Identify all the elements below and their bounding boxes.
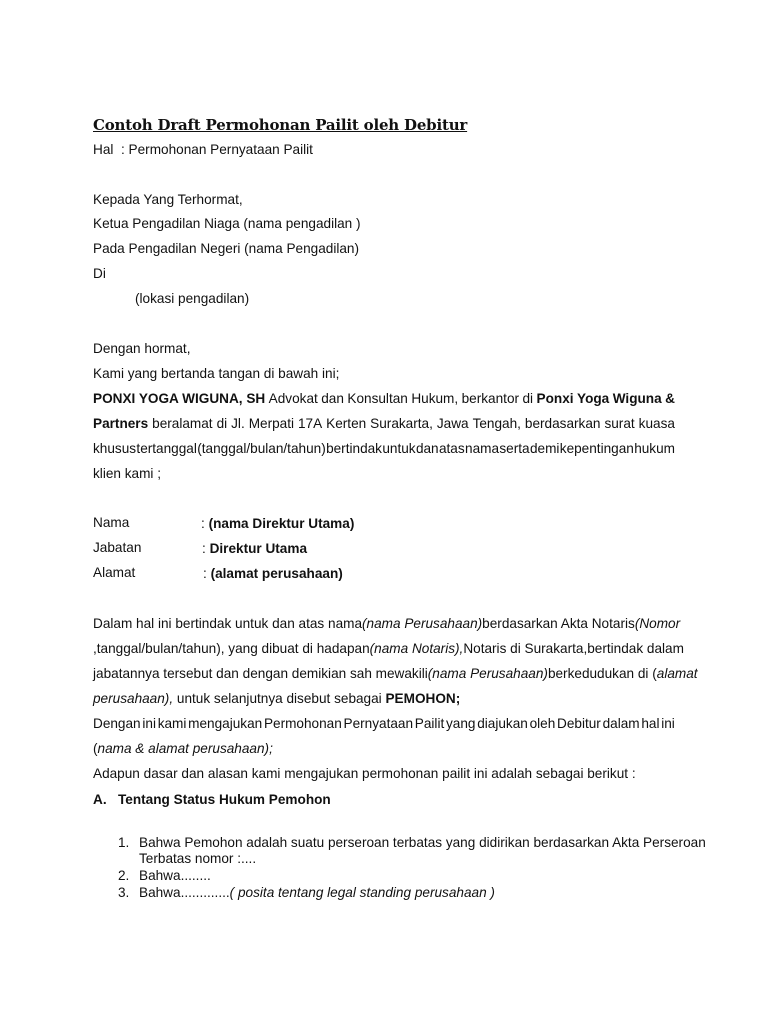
para2-line-2: ,tanggal/bulan/tahun), yang dibuat di hadapan (nama Notaris), Notaris di Surakarta, bertindak dalam <box>93 641 684 656</box>
address-line-3: Di <box>93 266 106 281</box>
section-a-marker: A. <box>93 792 107 807</box>
address-line-1: Ketua Pengadilan Niaga (nama pengadilan ) <box>93 216 361 231</box>
alamat-label: Alamat <box>93 565 136 580</box>
nama-label: Nama <box>93 515 130 530</box>
section-a-title: Tentang Status Hukum Pemohon <box>118 792 331 807</box>
jabatan-label: Jabatan <box>93 540 142 555</box>
salutation: Dengan hormat, <box>93 341 191 356</box>
list-item-3-text: Bahwa.............( posita tentang legal standing perusahaan ) <box>139 885 495 900</box>
alamat-row-value: : (alamat perusahaan) <box>203 566 343 581</box>
address-greeting: Kepada Yang Terhormat, <box>93 192 243 207</box>
para4: Adapun dasar dan alasan kami mengajukan permohonan pailit ini adalah sebagai berikut : <box>93 766 636 781</box>
para1-line-1: PONXI YOGA WIGUNA, SH Advokat dan Konsultan Hukum, berkantor di Ponxi Yoga Wiguna & <box>93 391 675 406</box>
para3-line-2: (nama & alamat perusahaan); <box>93 741 273 756</box>
para2-line-4: perusahaan), untuk selanjutnya disebut sebagai PEMOHON; <box>93 691 461 706</box>
para2-line-3: jabatannya tersebut dan dengan demikian sah mewakili (nama Perusahaan) berkedudukan di (alamat <box>93 666 698 681</box>
alamat-value: (alamat perusahaan) <box>210 566 343 581</box>
section-a-heading <box>93 792 331 807</box>
list-item-1-cont: Terbatas nomor :.... <box>139 851 257 866</box>
subject-label: Hal <box>93 142 114 157</box>
para3-line-1: Dengan ini kami mengajukan Permohonan Pernyataan Pailit yang diajukan oleh Debitur dalam hal ini <box>93 716 675 731</box>
address-line-2: Pada Pengadilan Negeri (nama Pengadilan) <box>93 241 360 256</box>
advocate-name: PONXI YOGA WIGUNA, SH <box>93 391 266 406</box>
list-item-1-text: Bahwa Pemohon adalah suatu perseroan terbatas yang didirikan berdasarkan Akta Perseroan <box>139 835 706 850</box>
document-title: Contoh Draft Permohonan Pailit oleh Debitur <box>93 116 468 134</box>
list-item-2-number: 2. <box>118 868 130 883</box>
address-line-4: (lokasi pengadilan) <box>135 291 250 306</box>
list-item-2-text: Bahwa........ <box>139 868 211 883</box>
pemohon-term: PEMOHON; <box>385 691 461 706</box>
jabatan-row-value: : Direktur Utama <box>202 541 308 556</box>
subject-value: : Permohonan Pernyataan Pailit <box>121 142 313 157</box>
para1-line-4: klien kami ; <box>93 466 161 481</box>
para1-line-3: khusus tertanggal (tanggal/bulan/tahun) bertindak untuk dan atas nama serta demi kepentingan hukum <box>93 441 675 456</box>
list-item-1-number: 1. <box>118 835 130 850</box>
nama-value: (nama Direktur Utama) <box>208 516 355 531</box>
nama-row-value: : (nama Direktur Utama) <box>201 516 355 531</box>
intro-line: Kami yang bertanda tangan di bawah ini; <box>93 366 340 381</box>
jabatan-value: Direktur Utama <box>209 541 308 556</box>
para2-line-1: Dalam hal ini bertindak untuk dan atas nama (nama Perusahaan) berdasarkan Akta Notaris (Nomor <box>93 616 681 631</box>
list-item-3-number: 3. <box>118 885 130 900</box>
para1-line-2: Partners beralamat di Jl. Merpati 17A Kerten Surakarta, Jawa Tengah, berdasarkan surat kuasa <box>93 416 675 431</box>
subject-line <box>93 141 313 159</box>
